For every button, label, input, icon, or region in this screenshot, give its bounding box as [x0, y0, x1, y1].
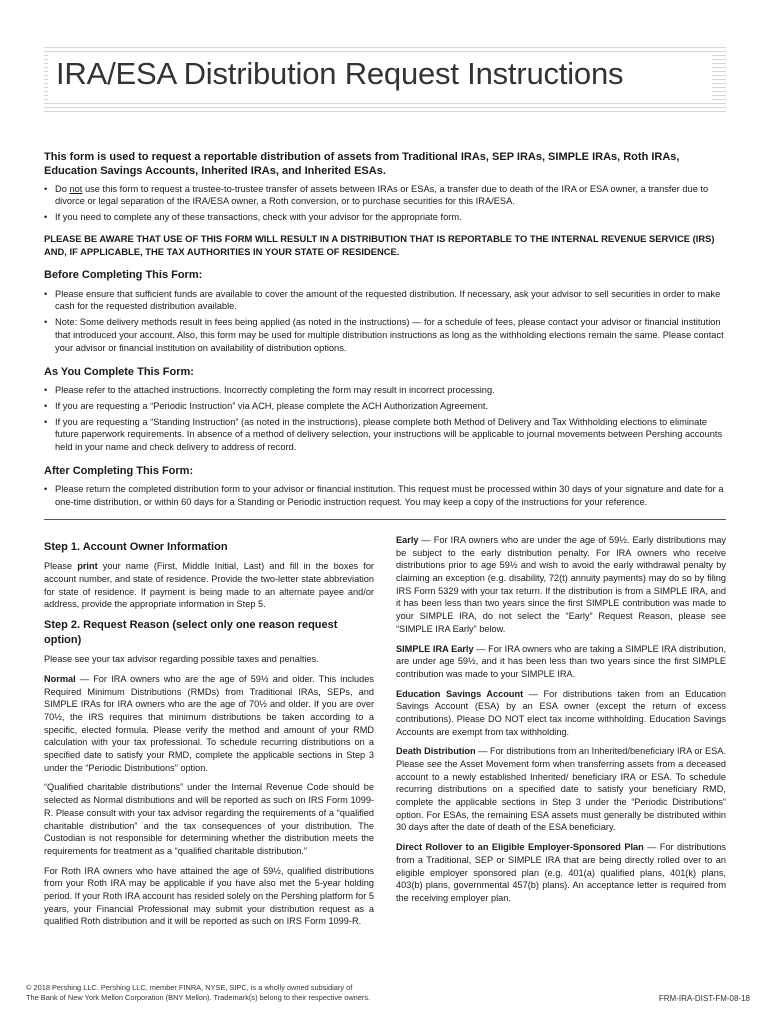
normal-text: [44, 673, 374, 775]
text-fragment: Do: [55, 183, 70, 194]
rollover-text: [396, 841, 726, 904]
text-fragment: use this form to request a trustee-to-trustee transfer of assets between IRAs or ESAs, a transfer due to death of the IRA or ESA owner, a transfer due to divorce or legal separation of the IRA/ESA owner, a Roth conversion, or to purchase securities for this IRA/ESA.: [55, 183, 709, 207]
text-fragment: — For IRA owners who are under the age of 59½. Early distributions may be subject to the early distribution penalty. For IRA owners who receive distributions prior to age 59½ and wish to avoid the early withdrawal penalty by claiming an exception (e.g. disability, 72(t) annuity payments) may do so by filing IRS Form 5329 with your tax return. If the distribution is from a SIMPLE IRA, and it has been less than two years since the first SIMPLE contribution was made to your SIMPLE IRA, do not select the “Early” Request Reason, please see “SIMPLE IRA Early” below.: [396, 535, 726, 634]
list-item: [44, 183, 726, 209]
page-title: IRA/ESA Distribution Request Instructions: [56, 56, 624, 91]
during-list: [44, 384, 726, 454]
instructions-top: [44, 150, 726, 520]
form-id: FRM-IRA-DIST-FM-08-18: [658, 994, 750, 1003]
list-item: • If you are requesting a “Standing Instruction” (as noted in the instructions), please complete both Method of Delivery and Tax Withholding elections to eliminate future paperwork requirements. In absence of a method of delivery selection, your instructions will be applicable to journal movements between Pershing accounts held in your name and check delivery to address of record.: [44, 416, 726, 454]
early-text: [396, 534, 726, 636]
right-column: [396, 534, 726, 935]
death-text: [396, 745, 726, 834]
roth-text: For Roth IRA owners who have attained the age of 59½, qualified distributions from your Roth IRA may be applicable if you have also met the 5-year holding period. If your Roth IRA account has resided solely on the Pershing platform for 5 years, your Financial Professional may submit your distribution request as a qualified Roth distribution and it will be reported as such on IRS Form 1099-R.: [44, 865, 374, 927]
step2-heading: Step 2. Request Reason (select only one reason request option): [44, 618, 338, 647]
section-divider: [44, 519, 726, 520]
after-list: [44, 483, 726, 509]
bold-label: Direct Rollover to an Eligible Employer-Sponsored Plan: [396, 842, 644, 853]
step1-heading: Step 1. Account Owner Information: [44, 541, 228, 553]
intro-text: This form is used to request a reportable distribution of assets from Traditional IRAs, SEP IRAs, SIMPLE IRAs, Roth IRAs, Education Savings Accounts, Inherited IRAs, and Inherited ESAs.: [44, 151, 680, 178]
list-item: • Please refer to the attached instructions. Incorrectly completing the form may result in incorrect processing.: [44, 384, 726, 397]
footer-line: The Bank of New York Mellon Corporation (BNY Mellon). Trademark(s) belong to their respective owners.: [26, 992, 371, 1002]
esa-text: [396, 688, 726, 739]
text-fragment: your name (First, Middle Initial, Last) and fill in the boxes for account number, and state of residence. Provide the two-letter state abbreviation for state of residence. If payment is being made to an alternate payee and/or address, provide the appropriate information in Step 5.: [44, 561, 374, 610]
after-heading: After Completing This Form:: [44, 465, 194, 478]
bold-label: Education Savings Account: [396, 688, 524, 699]
text-fragment: Please: [44, 561, 78, 572]
bold-text: print: [77, 561, 98, 572]
list-item: • Please ensure that sufficient funds are available to cover the amount of the requested distribution. If necessary, ask your advisor to sell securities in order to make cash for the requested distribution available.: [44, 288, 726, 314]
list-item: • Please return the completed distribution form to your advisor or financial institution. This request must be processed within 30 days of your signature and date for a one-time distribution, or within 60 days for a Standing or Periodic instruction request. You may keep a copy of the instructions for your reference.: [44, 483, 726, 509]
bold-label: Normal: [44, 673, 76, 684]
before-heading: Before Completing This Form:: [44, 269, 203, 282]
left-column: [44, 534, 374, 935]
bold-label: Early: [396, 535, 419, 545]
qcd-text: “Qualified charitable distributions” under the Internal Revenue Code should be selected as Normal distributions and will be reported as such on IRS Form 1099-R. Please consult with your tax advisor regarding the requirements of a “qualified charitable distribution” and the tax consequences of your distribution. The Custodian is not responsible for determining whether the distribution meets the requirements for treatment as a “qualified charitable distribution.”: [44, 782, 374, 856]
during-heading: As You Complete This Form:: [44, 365, 194, 378]
list-item: • Note: Some delivery methods result in fees being applied (as noted in the instructions) — for a schedule of fees, please contact your advisor or financial institution that introduced your account. Also, this form may be used for multiple distribution instructions as long as the withholding elections remain the same. Please contact your advisor or financial institution on availability of distribution options.: [44, 316, 726, 354]
before-list: [44, 288, 726, 355]
underlined-text: not: [69, 183, 83, 194]
bold-label: SIMPLE IRA Early: [396, 643, 474, 654]
instruction-columns: [44, 534, 726, 935]
simple-text: [396, 643, 726, 681]
text-fragment: — For distributions taken from an Education Savings Account (ESA) by an ESA owner (except the return of excess contributions). Please DO NOT elect tax income withholding. Education Savings Accounts are exempt from tax withholding.: [396, 688, 727, 737]
text-fragment: — For distributions from an Inherited/beneficiary IRA or ESA. Please see the Asset Movement form when transferring assets from a deceased account to a newly established Inherited/ beneficiary IRA or ESA. To schedule recurring distributions on a specified date to satisfy your beneficiary RMD, complete the applicable sections in Step 3 under the “Periodic Distributions” option. For ESAs, the remaining ESA assets must generally be distributed within 30 days after the date of death of the ESA beneficiary.: [396, 746, 726, 833]
step1-text: [44, 560, 374, 611]
intro-list: [44, 183, 726, 224]
list-item: • If you need to complete any of these transactions, check with your advisor for the appropriate form.: [44, 211, 726, 224]
text-fragment: — For distributions from a Traditional, SEP or SIMPLE IRA that are being directly rolled over to an eligible employer sponsored plan (e.g. 401(a) qualified plans, 401(k) plans, 403(b) plans, governmental 457(b) plans). An acceptance letter is required from the receiving employer plan.: [396, 842, 726, 903]
footer-line: © 2018 Pershing LLC. Pershing LLC, member FINRA, NYSE, SIPC, is a wholly owned subsidiary of: [26, 983, 353, 992]
list-item: • If you are requesting a “Periodic Instruction” via ACH, please complete the ACH Authorization Agreement.: [44, 400, 726, 413]
footer-copyright: [26, 983, 756, 1003]
bold-label: Death Distribution: [396, 746, 476, 757]
text-fragment: — For IRA owners who are taking a SIMPLE IRA distribution, are under age 59½, and it has been less than two years since the first SIMPLE contribution was made to your SIMPLE IRA.: [396, 643, 726, 679]
text-fragment: — For IRA owners who are the age of 59½ and older. This includes Required Minimum Distributions (RMDs) from Traditional IRAs, SEPs, and SIMPLE IRAs for IRA owners who are the age of 70½ and older. If you are over 70½, the IRS requires that minimum distributions be taken according to a specific, elected formula. Please verify the method and amount of your RMD calculation with your tax professional. To schedule recurring distributions on a specified date to satisfy your RMD, complete the applicable sections in Step 3 under the “Periodic Distributions” option.: [44, 673, 374, 773]
step2-subtext: Please see your tax advisor regarding possible taxes and penalties.: [44, 654, 319, 665]
warning-text: PLEASE BE AWARE THAT USE OF THIS FORM WILL RESULT IN A DISTRIBUTION THAT IS REPORTABLE TO THE INTERNAL REVENUE SERVICE (IRS) AND, IF APPLICABLE, THE TAX AUTHORITIES IN YOUR STATE OF RESIDENCE.: [44, 233, 715, 258]
